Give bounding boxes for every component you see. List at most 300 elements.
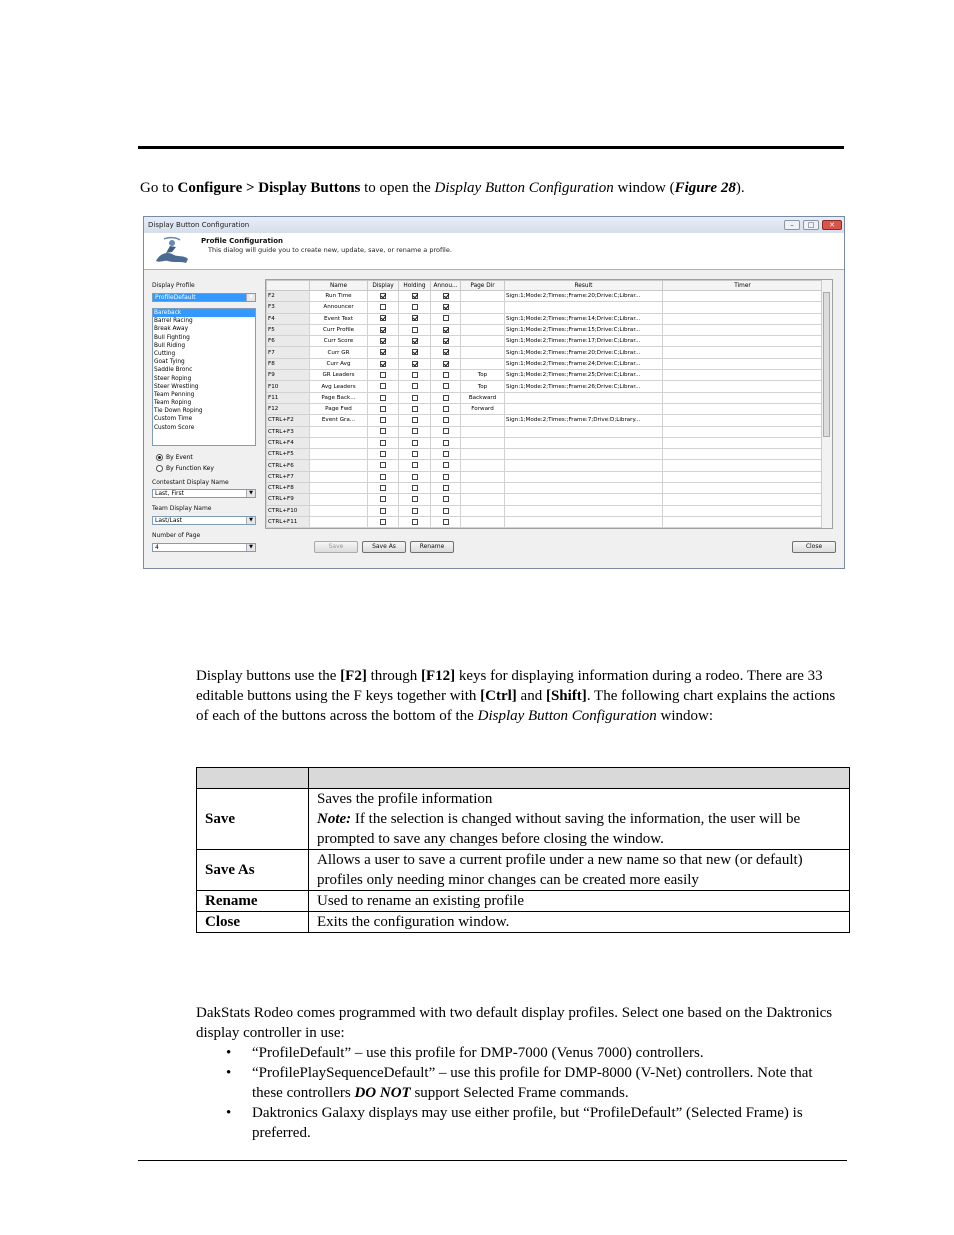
result-cell[interactable] bbox=[505, 403, 663, 414]
checkbox-cell[interactable] bbox=[431, 302, 461, 313]
list-item[interactable]: Cutting bbox=[154, 350, 176, 357]
checkbox[interactable] bbox=[412, 417, 418, 423]
checkbox-cell[interactable] bbox=[399, 381, 431, 392]
result-cell[interactable] bbox=[505, 437, 663, 448]
checkbox[interactable] bbox=[412, 508, 418, 514]
intro-paragraph: Go to Configure > Display Buttons to open the Display Button Configuration window (Figure 28). bbox=[140, 180, 745, 196]
checkbox-cell[interactable] bbox=[431, 471, 461, 482]
table-row[interactable] bbox=[267, 358, 823, 369]
rename-button[interactable]: Rename bbox=[410, 541, 454, 553]
timer-cell[interactable] bbox=[663, 494, 823, 505]
checkbox[interactable] bbox=[380, 315, 386, 321]
table-row[interactable] bbox=[267, 381, 823, 392]
table-row[interactable] bbox=[267, 460, 823, 471]
timer-cell[interactable] bbox=[663, 505, 823, 516]
table-row[interactable] bbox=[267, 392, 823, 403]
key-cell[interactable]: F4 bbox=[267, 313, 310, 324]
name-cell[interactable]: Curr Score bbox=[310, 336, 368, 347]
checkbox-cell[interactable] bbox=[399, 437, 431, 448]
checkbox-cell[interactable] bbox=[399, 291, 431, 302]
result-cell[interactable] bbox=[505, 302, 663, 313]
page-dir-cell[interactable] bbox=[461, 437, 505, 448]
timer-cell[interactable] bbox=[663, 358, 823, 369]
page-dir-cell[interactable]: Top bbox=[461, 381, 505, 392]
table-row[interactable] bbox=[267, 403, 823, 414]
name-cell[interactable] bbox=[310, 505, 368, 516]
list-item: • Daktronics Galaxy displays may use either profile, but “ProfileDefault” (Selected Frame) is preferred. bbox=[196, 1103, 846, 1143]
checkbox[interactable] bbox=[380, 485, 386, 491]
checkbox-cell[interactable] bbox=[399, 370, 431, 381]
page-dir-cell[interactable]: Backward bbox=[461, 392, 505, 403]
checkbox[interactable] bbox=[443, 406, 449, 412]
list-item[interactable]: Barrel Racing bbox=[154, 318, 193, 325]
checkbox-cell[interactable] bbox=[431, 437, 461, 448]
timer-cell[interactable] bbox=[663, 392, 823, 403]
checkbox[interactable] bbox=[412, 485, 418, 491]
table-row[interactable] bbox=[267, 370, 823, 381]
table-row[interactable] bbox=[267, 415, 823, 426]
list-item: • “ProfileDefault” – use this profile for DMP-7000 (Venus 7000) controllers. bbox=[196, 1043, 846, 1063]
key-cell[interactable]: F3 bbox=[267, 302, 310, 313]
checkbox-cell[interactable] bbox=[431, 494, 461, 505]
checkbox[interactable] bbox=[412, 361, 418, 367]
result-cell[interactable]: Sign:1;Mode:2;Times:;Frame:26;Drive:C;Librar... bbox=[505, 381, 663, 392]
page-dir-cell[interactable] bbox=[461, 471, 505, 482]
name-cell[interactable]: Curr GR bbox=[310, 347, 368, 358]
checkbox[interactable] bbox=[443, 395, 449, 401]
key-cell[interactable]: CTRL+F6 bbox=[267, 460, 310, 471]
checkbox-cell[interactable] bbox=[399, 471, 431, 482]
team-display-name-select[interactable]: Last/Last ▼ bbox=[152, 516, 256, 525]
checkbox[interactable] bbox=[443, 327, 449, 333]
key-cell[interactable]: CTRL+F7 bbox=[267, 471, 310, 482]
checkbox[interactable] bbox=[380, 417, 386, 423]
result-cell[interactable] bbox=[505, 505, 663, 516]
key-cell[interactable]: CTRL+F10 bbox=[267, 505, 310, 516]
table-row[interactable] bbox=[267, 483, 823, 494]
page-dir-cell[interactable] bbox=[461, 291, 505, 302]
list-item[interactable]: Goat Tying bbox=[154, 359, 185, 366]
key-cell[interactable]: F9 bbox=[267, 370, 310, 381]
default-profiles-paragraph: DakStats Rodeo comes programmed with two default display profiles. Select one based on the Daktronics display controller in use: bbox=[196, 1005, 833, 1041]
result-cell[interactable] bbox=[505, 460, 663, 471]
checkbox[interactable] bbox=[443, 496, 449, 502]
key-cell[interactable]: CTRL+F8 bbox=[267, 483, 310, 494]
checkbox-cell[interactable] bbox=[431, 460, 461, 471]
display-profile-select[interactable]: ProfileDefault ▼ bbox=[152, 293, 256, 302]
result-cell[interactable] bbox=[505, 426, 663, 437]
name-cell[interactable]: Event Gra... bbox=[310, 415, 368, 426]
checkbox-cell[interactable] bbox=[368, 302, 399, 313]
minimize-button[interactable]: – bbox=[784, 220, 800, 230]
list-item[interactable]: Steer Roping bbox=[154, 375, 192, 382]
table-row[interactable] bbox=[267, 437, 823, 448]
key-cell[interactable]: CTRL+F3 bbox=[267, 426, 310, 437]
checkbox[interactable] bbox=[443, 361, 449, 367]
checkbox[interactable] bbox=[443, 293, 449, 299]
table-row[interactable] bbox=[267, 449, 823, 460]
checkbox-cell[interactable] bbox=[431, 392, 461, 403]
key-cell[interactable]: F10 bbox=[267, 381, 310, 392]
name-cell[interactable] bbox=[310, 460, 368, 471]
key-cell[interactable]: F2 bbox=[267, 291, 310, 302]
result-cell[interactable]: Sign:1;Mode:2;Times:;Frame:24;Drive:C;Librar... bbox=[505, 358, 663, 369]
result-cell[interactable]: Sign:1;Mode:2;Times:;Frame:7;Drive:D;Library... bbox=[505, 415, 663, 426]
checkbox-cell[interactable] bbox=[399, 313, 431, 324]
checkbox[interactable] bbox=[380, 474, 386, 480]
checkbox-cell[interactable] bbox=[368, 392, 399, 403]
checkbox[interactable] bbox=[380, 383, 386, 389]
checkbox-cell[interactable] bbox=[368, 358, 399, 369]
timer-cell[interactable] bbox=[663, 471, 823, 482]
name-cell[interactable]: Curr Avg bbox=[310, 358, 368, 369]
key-cell[interactable]: CTRL+F5 bbox=[267, 449, 310, 460]
checkbox-cell[interactable] bbox=[368, 381, 399, 392]
page-dir-cell[interactable] bbox=[461, 336, 505, 347]
name-cell[interactable] bbox=[310, 471, 368, 482]
checkbox-cell[interactable] bbox=[399, 403, 431, 414]
column-header[interactable] bbox=[267, 281, 310, 291]
checkbox-cell[interactable] bbox=[368, 313, 399, 324]
checkbox[interactable] bbox=[443, 383, 449, 389]
timer-cell[interactable] bbox=[663, 516, 823, 527]
button-explanation-table bbox=[196, 767, 850, 933]
checkbox[interactable] bbox=[412, 349, 418, 355]
checkbox-cell[interactable] bbox=[368, 505, 399, 516]
column-header[interactable]: Result bbox=[505, 281, 663, 291]
list-item[interactable]: Saddle Bronc bbox=[154, 367, 193, 374]
page-dir-cell[interactable] bbox=[461, 347, 505, 358]
key-cell[interactable]: F12 bbox=[267, 403, 310, 414]
profile-bullet-list bbox=[196, 1043, 846, 1143]
checkbox[interactable] bbox=[380, 440, 386, 446]
checkbox-cell[interactable] bbox=[431, 324, 461, 335]
checkbox[interactable] bbox=[443, 315, 449, 321]
list-item[interactable]: Bareback bbox=[153, 309, 255, 317]
key-cell[interactable]: CTRL+F4 bbox=[267, 437, 310, 448]
close-button[interactable]: Close bbox=[792, 541, 836, 553]
checkbox-cell[interactable] bbox=[399, 483, 431, 494]
table-row[interactable] bbox=[267, 347, 823, 358]
checkbox-cell[interactable] bbox=[399, 302, 431, 313]
checkbox[interactable] bbox=[380, 372, 386, 378]
timer-cell[interactable] bbox=[663, 426, 823, 437]
name-cell[interactable] bbox=[310, 426, 368, 437]
checkbox[interactable] bbox=[412, 293, 418, 299]
save-as-button[interactable]: Save As bbox=[362, 541, 406, 553]
checkbox-cell[interactable] bbox=[368, 437, 399, 448]
timer-cell[interactable] bbox=[663, 291, 823, 302]
table-row: Rename Used to rename an existing profile bbox=[197, 891, 850, 912]
page-dir-cell[interactable] bbox=[461, 483, 505, 494]
checkbox-cell[interactable] bbox=[399, 494, 431, 505]
page-dir-cell[interactable] bbox=[461, 494, 505, 505]
checkbox-cell[interactable] bbox=[368, 460, 399, 471]
column-header[interactable]: Name bbox=[310, 281, 368, 291]
name-cell[interactable]: Avg Leaders bbox=[310, 381, 368, 392]
checkbox-cell[interactable] bbox=[431, 505, 461, 516]
result-cell[interactable]: Sign:1;Mode:2;Times:;Frame:25;Drive:C;Librar... bbox=[505, 370, 663, 381]
key-cell[interactable]: CTRL+F9 bbox=[267, 494, 310, 505]
checkbox-cell[interactable] bbox=[368, 449, 399, 460]
checkbox-cell[interactable] bbox=[431, 381, 461, 392]
maximize-button[interactable]: □ bbox=[803, 220, 819, 230]
timer-cell[interactable] bbox=[663, 370, 823, 381]
result-cell[interactable] bbox=[505, 392, 663, 403]
checkbox-cell[interactable] bbox=[368, 336, 399, 347]
checkbox[interactable] bbox=[443, 462, 449, 468]
checkbox[interactable] bbox=[443, 372, 449, 378]
name-cell[interactable]: Announcer bbox=[310, 302, 368, 313]
name-cell[interactable]: Run Time bbox=[310, 291, 368, 302]
checkbox[interactable] bbox=[412, 383, 418, 389]
event-list[interactable] bbox=[152, 308, 256, 446]
result-cell[interactable] bbox=[505, 471, 663, 482]
page-dir-cell[interactable] bbox=[461, 426, 505, 437]
checkbox-cell[interactable] bbox=[399, 516, 431, 527]
checkbox-cell[interactable] bbox=[431, 358, 461, 369]
checkbox[interactable] bbox=[443, 428, 449, 434]
checkbox[interactable] bbox=[443, 304, 449, 310]
name-cell[interactable]: Page Fwd bbox=[310, 403, 368, 414]
key-cell[interactable]: F11 bbox=[267, 392, 310, 403]
checkbox-cell[interactable] bbox=[368, 347, 399, 358]
result-cell[interactable] bbox=[505, 494, 663, 505]
checkbox[interactable] bbox=[412, 304, 418, 310]
checkbox-cell[interactable] bbox=[368, 471, 399, 482]
checkbox[interactable] bbox=[380, 462, 386, 468]
timer-cell[interactable] bbox=[663, 415, 823, 426]
page-dir-cell[interactable] bbox=[461, 415, 505, 426]
key-cell[interactable]: CTRL+F2 bbox=[267, 415, 310, 426]
page-dir-cell[interactable] bbox=[461, 302, 505, 313]
checkbox[interactable] bbox=[380, 428, 386, 434]
checkbox-cell[interactable] bbox=[399, 392, 431, 403]
radio-by-function-key[interactable]: By Function Key bbox=[156, 465, 214, 472]
checkbox[interactable] bbox=[380, 496, 386, 502]
checkbox[interactable] bbox=[412, 395, 418, 401]
column-header[interactable]: Page Dir bbox=[461, 281, 505, 291]
result-cell[interactable]: Sign:1;Mode:2;Times:;Frame:20;Drive:C;Librar... bbox=[505, 347, 663, 358]
table-row[interactable] bbox=[267, 291, 823, 302]
checkbox[interactable] bbox=[443, 485, 449, 491]
checkbox-cell[interactable] bbox=[431, 313, 461, 324]
checkbox[interactable] bbox=[443, 519, 449, 525]
timer-cell[interactable] bbox=[663, 460, 823, 471]
checkbox-cell[interactable] bbox=[431, 483, 461, 494]
checkbox[interactable] bbox=[412, 496, 418, 502]
checkbox[interactable] bbox=[443, 440, 449, 446]
checkbox-cell[interactable] bbox=[431, 347, 461, 358]
list-item[interactable]: Steer Wrestling bbox=[154, 383, 199, 390]
checkbox-cell[interactable] bbox=[368, 426, 399, 437]
checkbox[interactable] bbox=[380, 508, 386, 514]
checkbox[interactable] bbox=[412, 451, 418, 457]
checkbox[interactable] bbox=[412, 338, 418, 344]
checkbox[interactable] bbox=[380, 293, 386, 299]
timer-cell[interactable] bbox=[663, 302, 823, 313]
dialog-header bbox=[144, 233, 844, 270]
name-cell[interactable]: Curr Profile bbox=[310, 324, 368, 335]
key-cell[interactable]: F6 bbox=[267, 336, 310, 347]
checkbox-cell[interactable] bbox=[431, 403, 461, 414]
list-item[interactable]: Tie Down Roping bbox=[154, 408, 203, 415]
column-header[interactable]: Holding bbox=[399, 281, 431, 291]
page-dir-cell[interactable] bbox=[461, 324, 505, 335]
checkbox[interactable] bbox=[412, 315, 418, 321]
checkbox-cell[interactable] bbox=[368, 415, 399, 426]
checkbox[interactable] bbox=[380, 304, 386, 310]
timer-cell[interactable] bbox=[663, 381, 823, 392]
checkbox[interactable] bbox=[412, 372, 418, 378]
table-row[interactable] bbox=[267, 313, 823, 324]
page-dir-cell[interactable] bbox=[461, 313, 505, 324]
list-item[interactable]: Team Roping bbox=[154, 400, 192, 407]
key-cell[interactable]: F8 bbox=[267, 358, 310, 369]
name-cell[interactable] bbox=[310, 437, 368, 448]
key-cell[interactable]: F5 bbox=[267, 324, 310, 335]
number-of-page-select[interactable]: 4 ▼ bbox=[152, 543, 256, 552]
table-row[interactable] bbox=[267, 505, 823, 516]
checkbox-cell[interactable] bbox=[399, 415, 431, 426]
checkbox-cell[interactable] bbox=[399, 460, 431, 471]
timer-cell[interactable] bbox=[663, 347, 823, 358]
name-cell[interactable] bbox=[310, 449, 368, 460]
vertical-scrollbar[interactable] bbox=[821, 280, 832, 528]
save-button[interactable]: Save bbox=[314, 541, 358, 553]
checkbox[interactable] bbox=[380, 519, 386, 525]
timer-cell[interactable] bbox=[663, 336, 823, 347]
name-cell[interactable] bbox=[310, 494, 368, 505]
radio-by-event[interactable]: By Event bbox=[156, 454, 193, 461]
checkbox-cell[interactable] bbox=[431, 415, 461, 426]
checkbox-cell[interactable] bbox=[368, 483, 399, 494]
checkbox[interactable] bbox=[412, 462, 418, 468]
result-cell[interactable]: Sign:1;Mode:2;Times:;Frame:20;Drive:C;Librar... bbox=[505, 291, 663, 302]
checkbox-cell[interactable] bbox=[368, 324, 399, 335]
checkbox-cell[interactable] bbox=[431, 449, 461, 460]
checkbox[interactable] bbox=[443, 508, 449, 514]
table-row[interactable] bbox=[267, 494, 823, 505]
checkbox-cell[interactable] bbox=[399, 449, 431, 460]
column-header[interactable]: Annou... bbox=[431, 281, 461, 291]
table-row[interactable] bbox=[267, 516, 823, 527]
timer-cell[interactable] bbox=[663, 449, 823, 460]
checkbox-cell[interactable] bbox=[431, 291, 461, 302]
checkbox[interactable] bbox=[443, 474, 449, 480]
result-cell[interactable] bbox=[505, 449, 663, 460]
checkbox[interactable] bbox=[443, 349, 449, 355]
list-item[interactable]: Team Penning bbox=[154, 391, 195, 398]
close-window-button[interactable]: ✕ bbox=[822, 220, 842, 230]
checkbox-cell[interactable] bbox=[431, 336, 461, 347]
checkbox-cell[interactable] bbox=[399, 336, 431, 347]
name-cell[interactable] bbox=[310, 516, 368, 527]
page-dir-cell[interactable] bbox=[461, 505, 505, 516]
page-dir-cell[interactable]: Top bbox=[461, 370, 505, 381]
checkbox-cell[interactable] bbox=[399, 505, 431, 516]
timer-cell[interactable] bbox=[663, 313, 823, 324]
page-dir-cell[interactable] bbox=[461, 358, 505, 369]
list-item[interactable]: Custom Score bbox=[154, 424, 195, 431]
checkbox-cell[interactable] bbox=[431, 426, 461, 437]
checkbox[interactable] bbox=[380, 349, 386, 355]
result-cell[interactable] bbox=[505, 483, 663, 494]
checkbox[interactable] bbox=[380, 395, 386, 401]
checkbox[interactable] bbox=[380, 327, 386, 333]
checkbox-cell[interactable] bbox=[368, 291, 399, 302]
page-dir-cell[interactable] bbox=[461, 449, 505, 460]
result-cell[interactable]: Sign:1;Mode:2;Times:;Frame:14;Drive:C;Librar... bbox=[505, 313, 663, 324]
list-item[interactable]: Break Away bbox=[154, 326, 189, 333]
list-item[interactable]: Custom Time bbox=[154, 416, 193, 423]
checkbox-cell[interactable] bbox=[368, 494, 399, 505]
page-dir-cell[interactable]: Forward bbox=[461, 403, 505, 414]
result-cell[interactable]: Sign:1;Mode:2;Times:;Frame:15;Drive:C;Librar... bbox=[505, 324, 663, 335]
timer-cell[interactable] bbox=[663, 483, 823, 494]
timer-cell[interactable] bbox=[663, 324, 823, 335]
checkbox-cell[interactable] bbox=[399, 358, 431, 369]
checkbox[interactable] bbox=[380, 361, 386, 367]
checkbox[interactable] bbox=[443, 451, 449, 457]
checkbox[interactable] bbox=[412, 428, 418, 434]
table-row[interactable] bbox=[267, 336, 823, 347]
key-cell[interactable]: CTRL+F11 bbox=[267, 516, 310, 527]
checkbox[interactable] bbox=[380, 406, 386, 412]
timer-cell[interactable] bbox=[663, 403, 823, 414]
checkbox-cell[interactable] bbox=[399, 347, 431, 358]
checkbox[interactable] bbox=[380, 338, 386, 344]
name-cell[interactable] bbox=[310, 483, 368, 494]
table-row[interactable] bbox=[267, 471, 823, 482]
name-cell[interactable]: Event Text bbox=[310, 313, 368, 324]
chevron-down-icon: ▼ bbox=[246, 294, 255, 301]
chevron-down-icon: ▼ bbox=[246, 544, 255, 551]
key-cell[interactable]: F7 bbox=[267, 347, 310, 358]
checkbox-cell[interactable] bbox=[399, 426, 431, 437]
table-row[interactable] bbox=[267, 302, 823, 313]
column-header[interactable]: Timer bbox=[663, 281, 823, 291]
checkbox-cell[interactable] bbox=[431, 370, 461, 381]
page-dir-cell[interactable] bbox=[461, 516, 505, 527]
contestant-display-name-select[interactable]: Last, First ▼ bbox=[152, 489, 256, 498]
checkbox[interactable] bbox=[443, 338, 449, 344]
checkbox[interactable] bbox=[443, 417, 449, 423]
page-dir-cell[interactable] bbox=[461, 460, 505, 471]
table-row[interactable] bbox=[267, 324, 823, 335]
checkbox-cell[interactable] bbox=[399, 324, 431, 335]
checkbox-cell[interactable] bbox=[431, 516, 461, 527]
column-header[interactable]: Display bbox=[368, 281, 399, 291]
checkbox[interactable] bbox=[412, 440, 418, 446]
result-cell[interactable]: Sign:1;Mode:2;Times:;Frame:17;Drive:C;Librar... bbox=[505, 336, 663, 347]
checkbox-cell[interactable] bbox=[368, 370, 399, 381]
checkbox-cell[interactable] bbox=[368, 403, 399, 414]
name-cell[interactable]: GR Leaders bbox=[310, 370, 368, 381]
checkbox[interactable] bbox=[412, 519, 418, 525]
checkbox[interactable] bbox=[412, 327, 418, 333]
checkbox[interactable] bbox=[412, 474, 418, 480]
checkbox-cell[interactable] bbox=[368, 516, 399, 527]
list-item[interactable]: Bull Riding bbox=[154, 342, 185, 349]
result-cell[interactable] bbox=[505, 516, 663, 527]
checkbox[interactable] bbox=[380, 451, 386, 457]
checkbox[interactable] bbox=[412, 406, 418, 412]
name-cell[interactable]: Page Back... bbox=[310, 392, 368, 403]
table-row[interactable] bbox=[267, 426, 823, 437]
list-item[interactable]: Bull Fighting bbox=[154, 334, 190, 341]
timer-cell[interactable] bbox=[663, 437, 823, 448]
